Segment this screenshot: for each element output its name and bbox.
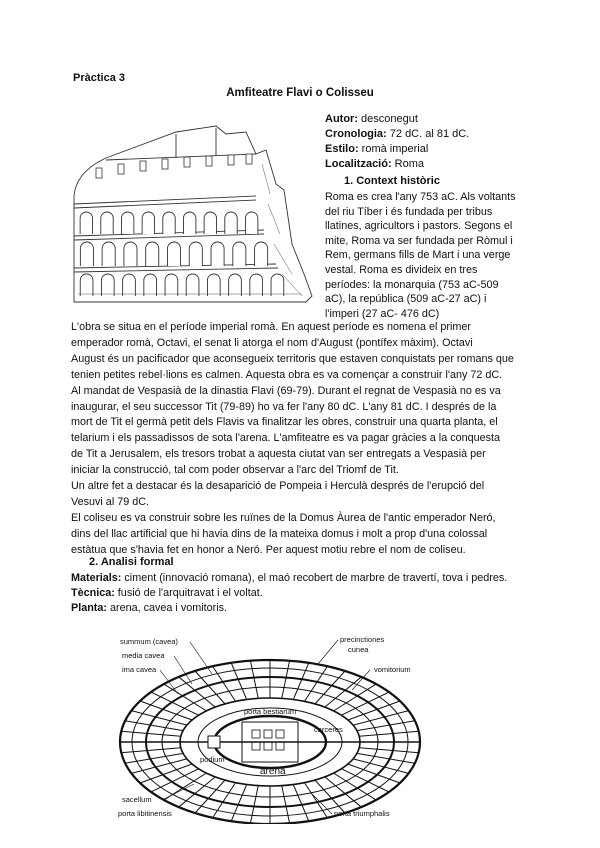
estilo-line: Estilo: romà imperial	[325, 143, 429, 155]
label-podium: podium	[200, 755, 225, 764]
colosseum-floor-plan	[112, 634, 432, 824]
practice-label: Pràctica 3	[73, 72, 125, 84]
localitzacio-line: Localització: Roma	[325, 158, 425, 170]
label-precinctiones: precinctiones	[340, 635, 385, 644]
context-column-paragraph: Roma es crea l'any 753 aC. Als voltants del riu Tíber i és fundada per tribus llatines, agricultors i pastors. Segons el mite, Roma va ser fundada per Ròmul i Rem, germans fills de Mart i una verge vestal. Roma es divideix en tres períodes: la monarquia (753 aC-509 aC), la república (509 aC-27 aC) i l'imperi (27 aC- 476 dC)	[325, 191, 516, 320]
materials-line: Materials: ciment (innovació romana), el maó recobert de marbre de travertí, tova i pedres.	[71, 572, 508, 584]
colosseum-illustration	[66, 124, 318, 314]
section1-heading: 1. Context històric	[344, 175, 440, 187]
planta-line: Planta: arena, cavea i vomitoris.	[71, 602, 228, 614]
label-porta-libitinensis: porta libitinensis	[118, 809, 172, 818]
formal-analysis	[71, 571, 541, 616]
label-vomitorium: vomitorium	[374, 665, 411, 674]
label-porta-triumphalis: porta triumphalis	[334, 809, 390, 818]
label-carceres: carceres	[314, 725, 343, 734]
document-title: Amfiteatre Flavi o Colisseu	[226, 87, 374, 99]
label-ima-cavea: ima cavea	[122, 665, 157, 674]
autor-line: Autor: desconegut	[325, 113, 418, 125]
tecnica-line: Tècnica: fusió de l'arquitravat i el voltat.	[71, 587, 263, 599]
label-cunea: cunea	[348, 645, 369, 654]
label-arena: arena	[260, 766, 286, 777]
section2-heading: 2. Analisi formal	[89, 556, 174, 568]
cronologia-line: Cronologia: 72 dC. al 81 dC.	[325, 128, 470, 140]
label-porta-bestiarum: porta bestiarum	[244, 707, 297, 716]
context-body-text: L'obra se situa en el període imperial romà. En aquest període es nomena el primer emperador romà, Octavi, el senat li atorga el nom d'August (pontífex màxim). Octavi August és un pacificador que aconsegueix territoris que estaven conquistats per romans que tenien petites rebel·lions es calmen. Aquesta obra es va començar a construir l'any 72 dC. Al mandat de Vespasià de la dinastia Flavi (69-79). Durant el regnat de Vespasià no es va inaugurar, el seu successor Tit (79-89) ho va fer l'any 80 dC. L'any 81 dC. I després de la mort de Tit el germà petit dels Flavis va finalitzar les obres, construir una quarta planta, el telarium i els passadissos de sota l'arena. L'amfiteatre es va pagar gràcies a la conquesta de Tit a Jerusalem, els tresors trobat a aquesta ciutat van ser entregats a Vespasià per iniciar la construcció, tal com poder observar a l'arc del Triomf de Tit. Un altre fet a destacar és la desaparició de Pompeia i Herculà després de l'erupció del Vesuvi al 79 dC. El coliseu es va construir sobre les ruïnes de la Domus Àurea de l'antic emperador Neró, dins del llac artificial que hi havia dins de la mateixa domus i molt a prop d'una colossal estàtua que s'havia fet en honor a Neró. Per aquest motiu rebre el nom de coliseu.	[71, 321, 514, 556]
label-media-cavea: media cavea	[122, 651, 165, 660]
label-summum: summum (cavea)	[120, 637, 178, 646]
label-sacellum: sacellum	[122, 795, 152, 804]
